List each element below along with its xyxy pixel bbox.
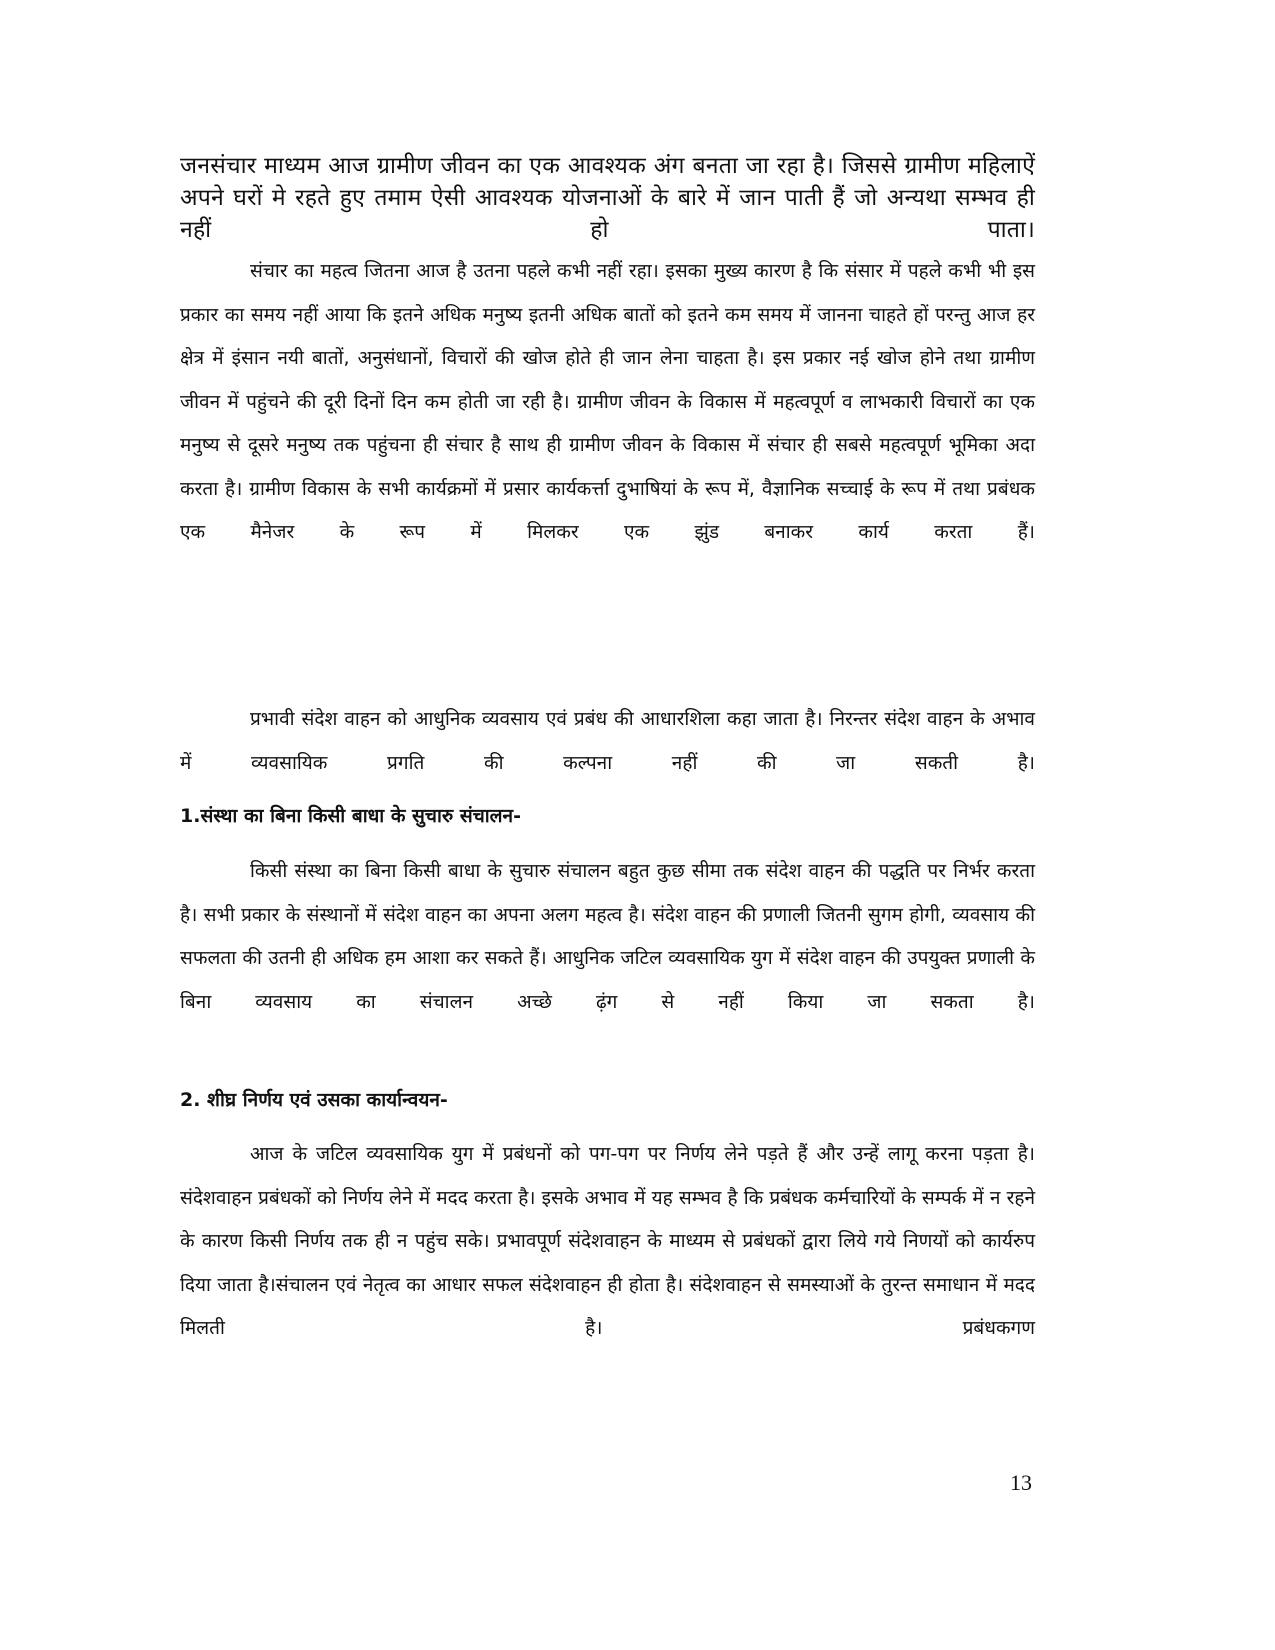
decision-paragraph: आज के जटिल व्यवसायिक युग में प्रबंधनों को पग-पग पर निर्णय लेने पड़ते हैं और उन्हें लागू करना पड़ता है। संदेशवाहन प्रबंधकों को निर्णय लेने में मदद करता है। इसके अभाव में यह सम्भव है कि प्रबंधक कर्मचारियों के सम्पर्क में न रहने के कारण किसी निर्णय तक ही न पहुंच सके। प्रभावपूर्ण संदेशवाहन के माध्यम से प्रबंधकों द्वारा लिये गये निणयों को कार्यरुप दिया जाता है।संचालन एवं नेतृत्व का आधार सफल संदेशवाहन ही होता है। संदेशवाहन से समस्याओं के तुरन्त समाधान में मदद मिलती है। प्रबंधकगण xyxy=(180,1143,1035,1339)
foundation-paragraph: प्रभावी संदेश वाहन को आधुनिक व्यवसाय एवं प्रबंध की आधारशिला कहा जाता है। निरन्तर संदेश वाहन के अभाव में व्यवसायिक प्रगति की कल्पना नहीं की जा सकती है। xyxy=(180,708,1035,774)
smooth-operation-paragraph: किसी संस्था का बिना किसी बाधा के सुचारु संचालन बहुत कुछ सीमा तक संदेश वाहन की पद्धति पर निर्भर करता है। सभी प्रकार के संस्थानों में संदेश वाहन का अपना अलग महत्व है। संदेश वाहन की प्रणाली जितनी सुगम होगी, व्यवसाय की सफलता की उतनी ही अधिक हम आशा कर सकते हैं। आधुनिक जटिल व्यवसायिक युग में संदेश वाहन की उपयुक्त प्रणाली के बिना व्यवसाय का संचालन अच्छे ढ़ंग से नहीं किया जा सकता है। xyxy=(180,860,1035,1013)
page-number: 13 xyxy=(1010,1470,1032,1495)
section-heading-decision: 2. शीघ्र निर्णय एवं उसका कार्यान्वयन- xyxy=(180,1089,448,1111)
section-heading-smooth-operation: 1.संस्था का बिना किसी बाधा के सुचारु संचालन- xyxy=(180,805,521,827)
importance-paragraph: संचार का महत्व जितना आज है उतना पहले कभी नहीं रहा। इसका मुख्य कारण है कि संसार में पहले कभी भी इस प्रकार का समय नहीं आया कि इतने अधिक मनुष्य इतनी अधिक बातों को इतने कम समय में जानना चाहते हों परन्तु आज हर क्षेत्र में इंसान नयी बातों, अनुसंधानों, विचारों की खोज होते ही जान लेना चाहता है। इस प्रकार नई खोज होने तथा ग्रामीण जीवन में पहुंचने की दूरी दिनों दिन कम होती जा रही है। ग्रामीण जीवन के विकास में महत्वपूर्ण व लाभकारी विचारों का एक मनुष्य से दूसरे मनुष्य तक पहुंचना ही संचार है साथ ही ग्रामीण जीवन के विकास में संचार ही सबसे महत्वपूर्ण भूमिका अदा करता है। ग्रामीण विकास के सभी कार्यक्रमों में प्रसार कार्यकर्त्ता दुभाषियां के रूप में, वैज्ञानिक सच्चाई के रूप में तथा प्रबंधक एक मैनेजर के रूप में मिलकर एक झुंड बनाकर कार्य करता हैं। xyxy=(180,260,1035,543)
intro-paragraph: जनसंचार माध्यम आज ग्रामीण जीवन का एक आवश्यक अंग बनता जा रहा है। जिससे ग्रामीण महिलाऐं अपने घरों मे रहते हुए तमाम ऐसी आवश्यक योजनाओं के बारे में जान पाती हैं जो अन्यथा सम्भव ही नहीं हो पाता। xyxy=(180,153,1035,243)
